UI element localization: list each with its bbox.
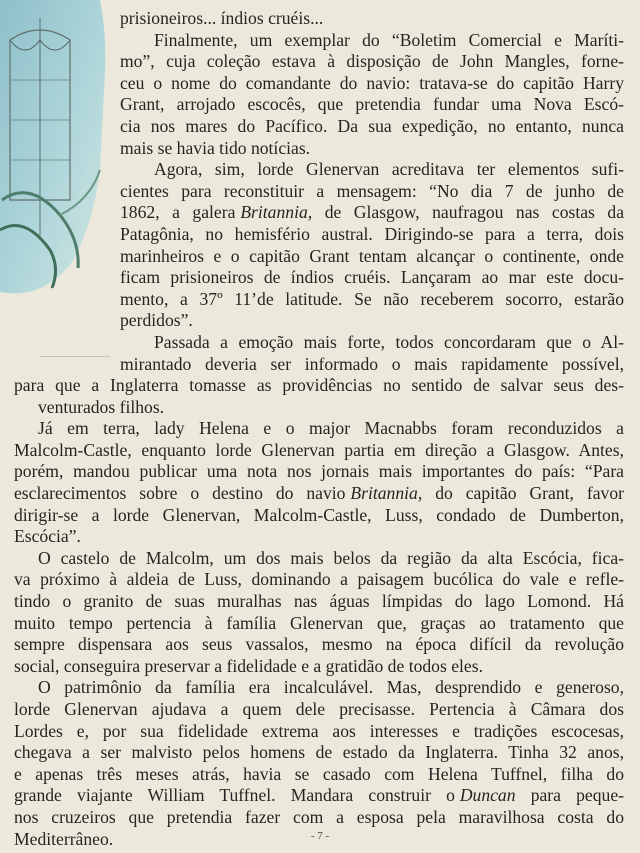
text-line: ceu o nome do comandante do navio: tratava-se do capitão Harry [120, 72, 624, 93]
paragraph [14, 677, 624, 850]
text-segment: 1862, a galera [120, 202, 236, 223]
text-line: va próximo à aldeia de Luss, dominando a paisagem bucólica do vale e refle- [14, 569, 624, 590]
text-line [14, 483, 624, 505]
text-segment: para peque- [530, 785, 624, 806]
text-line: mento, a 37º 11’de latitude. Se não receberem socorro, estarão [120, 288, 624, 309]
text-line [14, 202, 624, 224]
page-number: - 7 - [310, 830, 330, 842]
text-line: lorde Glenervan ajudava a quem dele precisasse. Pertencia à Câmara dos [14, 699, 624, 719]
paragraph [14, 8, 624, 30]
text-line: prisioneiros... índios cruéis... [120, 8, 324, 28]
text-line: nos cruzeiros que pretendia fazer com a esposa pela maravilhosa costa do [14, 806, 624, 827]
text-line: sempre dispensara aos seus vassalos, mesmo na época difícil da revolução [14, 634, 624, 655]
text-line: social, conseguira preservar a fidelidade e a gratidão de todos eles. [14, 655, 483, 676]
text-line: para que a Inglaterra tomasse as providências no sentido de salvar seus des- [14, 375, 624, 396]
text-line: Patagônia, no hemisfério austral. Dirigindo-se para a terra, dois [120, 223, 624, 244]
text-line: Escócia”. [14, 526, 81, 547]
text-segment: esclarecimentos sobre o destino do navio [14, 483, 346, 504]
text-segment: grande viajante William Tuffnel. Mandara construir o [14, 785, 455, 806]
text-line: Lordes e, por sua fidelidade extrema aos interesses e tradições escocesas, [14, 720, 624, 741]
text-line: chegava a ser malvisto pelos homens de estado da Inglaterra. Tinha 32 anos, [14, 742, 624, 763]
ship-name: Britannia, [240, 202, 313, 223]
text-segment: do capitão Grant, favor [435, 483, 624, 504]
paragraph [14, 548, 624, 678]
text-line: Finalmente, um exemplar do “Boletim Comercial e Maríti- [154, 29, 624, 50]
paragraph [14, 30, 624, 160]
text-line: Já em terra, lady Helena e o major Macnabbs foram reconduzidos a [38, 418, 624, 439]
paragraph [14, 159, 624, 332]
text-line: mais se havia tido notícias. [120, 137, 311, 158]
text-segment: de Glasgow, naufragou nas costas da [324, 202, 625, 223]
body-text [14, 8, 624, 850]
text-line: O patrimônio da família era incalculável. Mas, desprendido e generoso, [38, 677, 624, 698]
text-line: perdidos”. [120, 310, 193, 331]
text-line: cia nos mares do Pacífico. Da sua expedição, no entanto, nunca [120, 115, 624, 136]
paragraph [14, 332, 624, 418]
text-line: e apenas três meses atrás, havia se casado com Helena Tuffnel, filha do [14, 763, 624, 784]
text-line: mirantado deveria ser informado o mais rapidamente possível, [120, 353, 624, 374]
text-line: porém, mandou publicar uma nota nos jornais mais importantes do país: “Para [14, 461, 624, 482]
text-line: O castelo de Malcolm, um dos mais belos da região da alta Escócia, fica- [38, 547, 624, 568]
text-line: ficam prisioneiros de índios cruéis. Lançaram ao mar este docu- [120, 267, 624, 288]
text-line: muito tempo pertencia à família Glenervan que, graças ao tratamento que [14, 612, 624, 633]
ship-name: Duncan [459, 785, 516, 806]
text-line: marinheiros e o capitão Grant tentam alcançar o continente, onde [120, 245, 624, 266]
text-line: Mediterrâneo. [14, 828, 114, 849]
text-line: Passada a emoção mais forte, todos concordaram que o Al- [154, 331, 624, 352]
text-line: dirigir-se a lorde Glenervan, Malcolm-Castle, Luss, condado de Dumberton, [14, 504, 624, 525]
text-line: cientes para reconstituir a mensagem: “No dia 7 de junho de [120, 180, 624, 201]
text-line: mo”, cuja coleção estava à disposição de John Mangles, forne- [120, 51, 624, 72]
text-line: Agora, sim, lorde Glenervan acreditava ter elementos sufi- [154, 159, 624, 180]
text-line: tindo o granito de suas muralhas nas águas límpidas do lago Lomond. Há [14, 591, 624, 612]
ship-name: Britannia, [350, 483, 423, 504]
text-line: Malcolm-Castle, enquanto lorde Glenervan partia em direção a Glasgow. Antes, [14, 439, 624, 460]
paragraph [14, 418, 624, 548]
text-line [14, 785, 624, 807]
text-line: Grant, arrojado escocês, que pretendia fundar uma Nova Escó- [120, 94, 624, 115]
text-line: venturados filhos. [38, 396, 165, 417]
